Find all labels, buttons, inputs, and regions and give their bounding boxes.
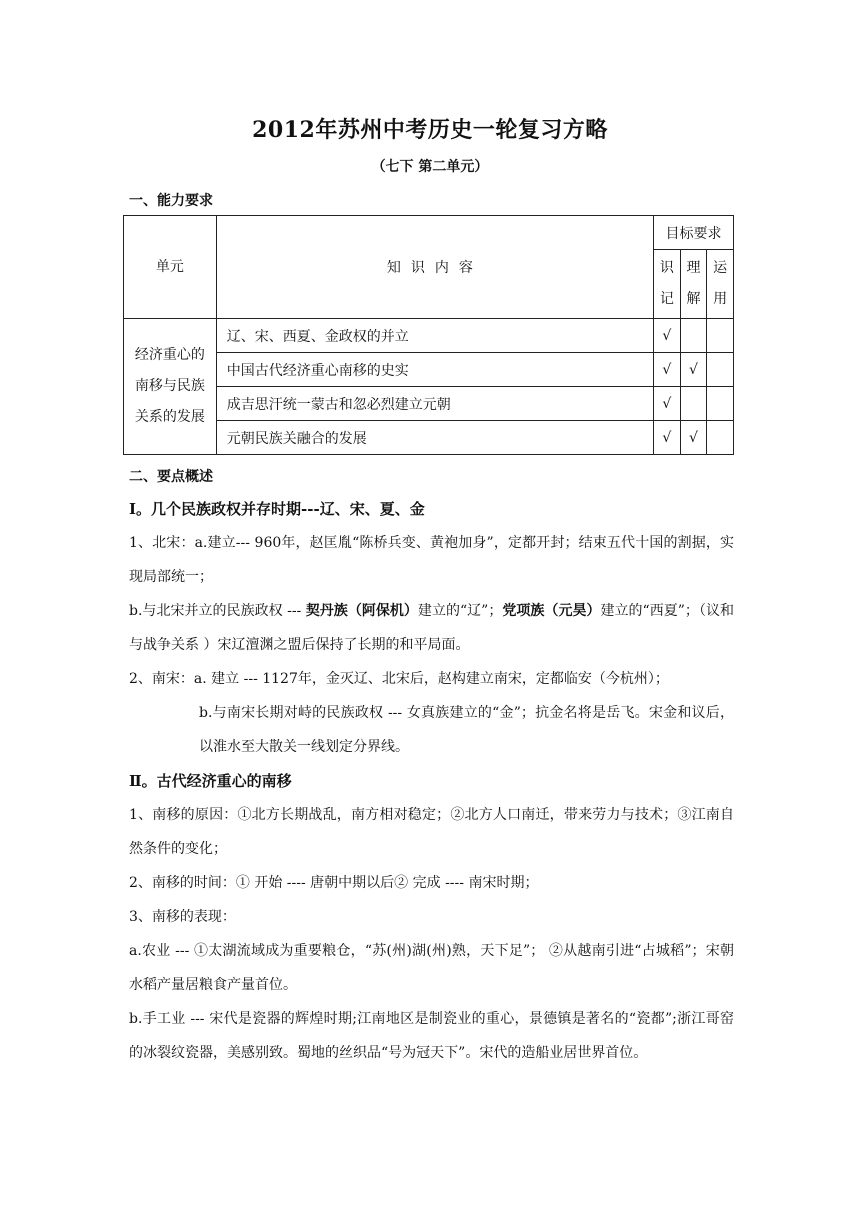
mark-apply: [707, 421, 734, 455]
section-heading-overview: 二、要点概述: [129, 469, 213, 485]
overview-body: [129, 492, 734, 1070]
khitan-term: 契丹族（阿保机）: [305, 603, 418, 619]
unit-cell: 经济重心的 南移与民族 关系的发展: [124, 319, 217, 455]
header-recall: 识 记: [654, 250, 681, 319]
tangut-term: 党项族（元昊）: [502, 603, 601, 619]
table-row: [124, 319, 734, 353]
knowledge-item: 元朝民族关融合的发展: [216, 421, 653, 455]
mark-apply: [707, 353, 734, 387]
paragraph: 3、南移的表现：: [129, 909, 236, 925]
mark-apply: [707, 387, 734, 421]
document-title: 2012年苏州中考历史一轮复习方略: [252, 117, 608, 143]
mark-understand: [680, 387, 707, 421]
paragraph: 2、南宋：a. 建立 --- 1127年，金灭辽、北宋后，赵构建立南宋，定都临安（今杭州）；: [129, 671, 669, 687]
ability-requirements-table: [123, 215, 734, 455]
paragraph: b.手工业 --- 宋代是瓷器的辉煌时期;江南地区是制瓷业的重心，景德镇是著名的“瓷都”;浙江哥窑的冰裂纹瓷器，美感别致。蜀地的丝织品“号为冠天下”。宋代的造船业居世界首位。: [129, 1011, 734, 1061]
paragraph: a.农业 --- ①太湖流域成为重要粮仓，“苏(州)湖(州)熟，天下足”； ②从越南引进“占城稻”；宋朝水稻产量居粮食产量首位。: [129, 943, 734, 993]
knowledge-item: 辽、宋、西夏、金政权的并立: [216, 319, 653, 353]
paragraph: b.与南宋长期对峙的民族政权 --- 女真族建立的“金”；抗金名将是岳飞。宋金和议后，以淮水至大散关一线划定分界线。: [199, 705, 734, 755]
mark-understand: √: [680, 421, 707, 455]
header-unit: 单元: [124, 216, 217, 319]
mark-recall: √: [654, 421, 681, 455]
paragraph: b.与北宋并立的民族政权 --- 契丹族（阿保机）建立的“辽”；党项族（元昊）建立的“西夏”；（议和与战争关系 ）宋辽澶渊之盟后保持了长期的和平局面。: [129, 603, 734, 653]
section-heading-ability: 一、能力要求: [129, 193, 213, 209]
paragraph: 1、南移的原因：①北方长期战乱，南方相对稳定；②北方人口南迁，带来劳力与技术；③江南自然条件的变化；: [129, 807, 734, 857]
document-subtitle: （七下 第二单元）: [371, 159, 489, 175]
paragraph: 1、北宋：a.建立--- 960年，赵匡胤“陈桥兵变、黄袍加身”，定都开封；结束五代十国的割据，实现局部统一；: [129, 535, 734, 585]
mark-recall: √: [654, 319, 681, 353]
mark-understand: [680, 319, 707, 353]
knowledge-item: 中国古代经济重心南移的史实: [216, 353, 653, 387]
header-knowledge: 知识内容: [216, 216, 653, 319]
mark-understand: √: [680, 353, 707, 387]
mark-apply: [707, 319, 734, 353]
header-understand: 理 解: [680, 250, 707, 319]
paragraph: 2、南移的时间：① 开始 ---- 唐朝中期以后② 完成 ---- 南宋时期；: [129, 875, 539, 891]
knowledge-item: 成吉思汗统一蒙古和忽必烈建立元朝: [216, 387, 653, 421]
header-target: 目标要求: [654, 216, 734, 250]
header-apply: 运 用: [707, 250, 734, 319]
part2-heading: Ⅱ。古代经济重心的南移: [129, 772, 292, 790]
part1-heading: Ⅰ。几个民族政权并存时期---辽、宋、夏、金: [129, 500, 425, 518]
mark-recall: √: [654, 353, 681, 387]
mark-recall: √: [654, 387, 681, 421]
